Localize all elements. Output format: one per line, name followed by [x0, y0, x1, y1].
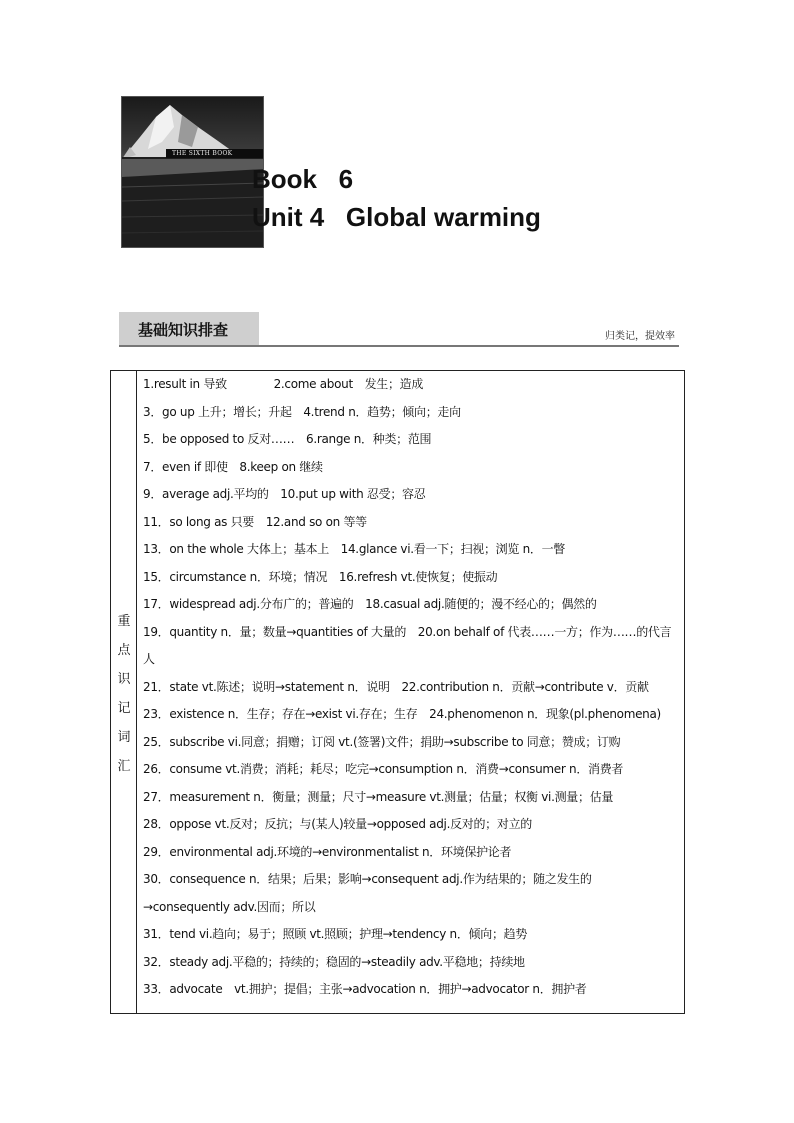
vocabulary-side-cell [111, 371, 137, 1013]
vocab-entry: 33．advocate vt.拥护；提倡；主张→advocation n．拥护→advocator n．拥护者 [143, 982, 587, 996]
vocab-entry: 23．existence n．生存；存在→exist vi.存在；生存 24.phenomenon n．现象(pl.phenomena) [143, 707, 661, 721]
vocab-entry: 32．steady adj.平稳的；持续的；稳固的→steadily adv.平稳地；持续地 [143, 954, 525, 969]
side-label-char: 记 [117, 701, 131, 716]
vocab-entry: 31．tend vi.趋向；易于；照顾 vt.照顾；护理→tendency n．倾向；趋势 [143, 927, 528, 941]
vocab-entry: 7．even if 即使 8.keep on 继续 [143, 459, 323, 474]
cover-band-label: THE SIXTH BOOK [166, 149, 263, 158]
side-label-char: 点 [117, 643, 131, 658]
section-subtitle: 归类记，提效率 [605, 331, 675, 342]
vocab-entry: 26．consume vt.消费；消耗；耗尽；吃完→consumption n．消费→consumer n．消费者 [143, 762, 624, 776]
vocab-entry: 15．circumstance n．环境；情况 16.refresh vt.使恢复；使振动 [143, 569, 498, 584]
vocabulary-table [110, 370, 685, 1014]
vocab-entry: 1.result in 导致 2.come about 发生；造成 [143, 377, 424, 391]
unit-title: Unit 4 Global warming [252, 202, 541, 232]
book-cover-image [121, 96, 264, 248]
title-block [252, 162, 541, 234]
section-header [119, 312, 679, 347]
section-title: 基础知识排查 [138, 321, 229, 339]
vocab-entry: 3．go up 上升；增长；升起 4.trend n．趋势；倾向；走向 [143, 404, 461, 419]
vocab-entry-continuation: →consequently adv.因而；所以 [143, 899, 316, 914]
vocab-entry: 25．subscribe vi.同意；捐赠；订阅 vt.(签署)文件；捐助→subscribe to 同意；赞成；订购 [143, 734, 621, 749]
vocabulary-list [143, 371, 683, 1004]
vocab-entry: 28．oppose vt.反对；反抗；与(某人)较量→opposed adj.反对的；对立的 [143, 817, 532, 831]
vocab-entry: 27．measurement n．衡量；测量；尺寸→measure vt.测量；估量；权衡 vi.测量；估量 [143, 789, 614, 804]
side-label-char: 识 [117, 672, 131, 687]
vocab-entry: 13．on the whole 大体上；基本上 14.glance vi.看一下；扫视；浏览 n．一瞥 [143, 542, 565, 556]
side-label [111, 607, 137, 781]
vocab-entry: 19．quantity n．量；数量→quantities of 大量的 20.on behalf of 代表……一方；作为……的代言人 [143, 624, 672, 666]
vocab-entry: 21．state vt.陈述；说明→statement n．说明 22.contribution n．贡献→contribute v．贡献 [143, 679, 649, 694]
section-tab [119, 312, 259, 345]
book-title: Book 6 [252, 164, 354, 194]
vocab-entry: 29．environmental adj.环境的→environmentalist n．环境保护论者 [143, 844, 512, 859]
vocab-entry: 5．be opposed to 反对…… 6.range n．种类；范围 [143, 432, 432, 446]
vocab-entry: 11．so long as 只要 12.and so on 等等 [143, 514, 367, 529]
side-label-char: 汇 [117, 759, 131, 774]
vocab-entry: 9．average adj.平均的 10.put up with 忍受；容忍 [143, 487, 426, 501]
side-label-char: 词 [117, 730, 131, 745]
vocab-entry: 17．widespread adj.分布广的；普遍的 18.casual adj.随便的；漫不经心的；偶然的 [143, 597, 597, 611]
vocab-entry: 30．consequence n．结果；后果；影响→consequent adj.作为结果的；随之发生的 [143, 872, 592, 886]
iceberg-illustration [122, 97, 264, 248]
side-label-char: 重 [117, 614, 131, 629]
